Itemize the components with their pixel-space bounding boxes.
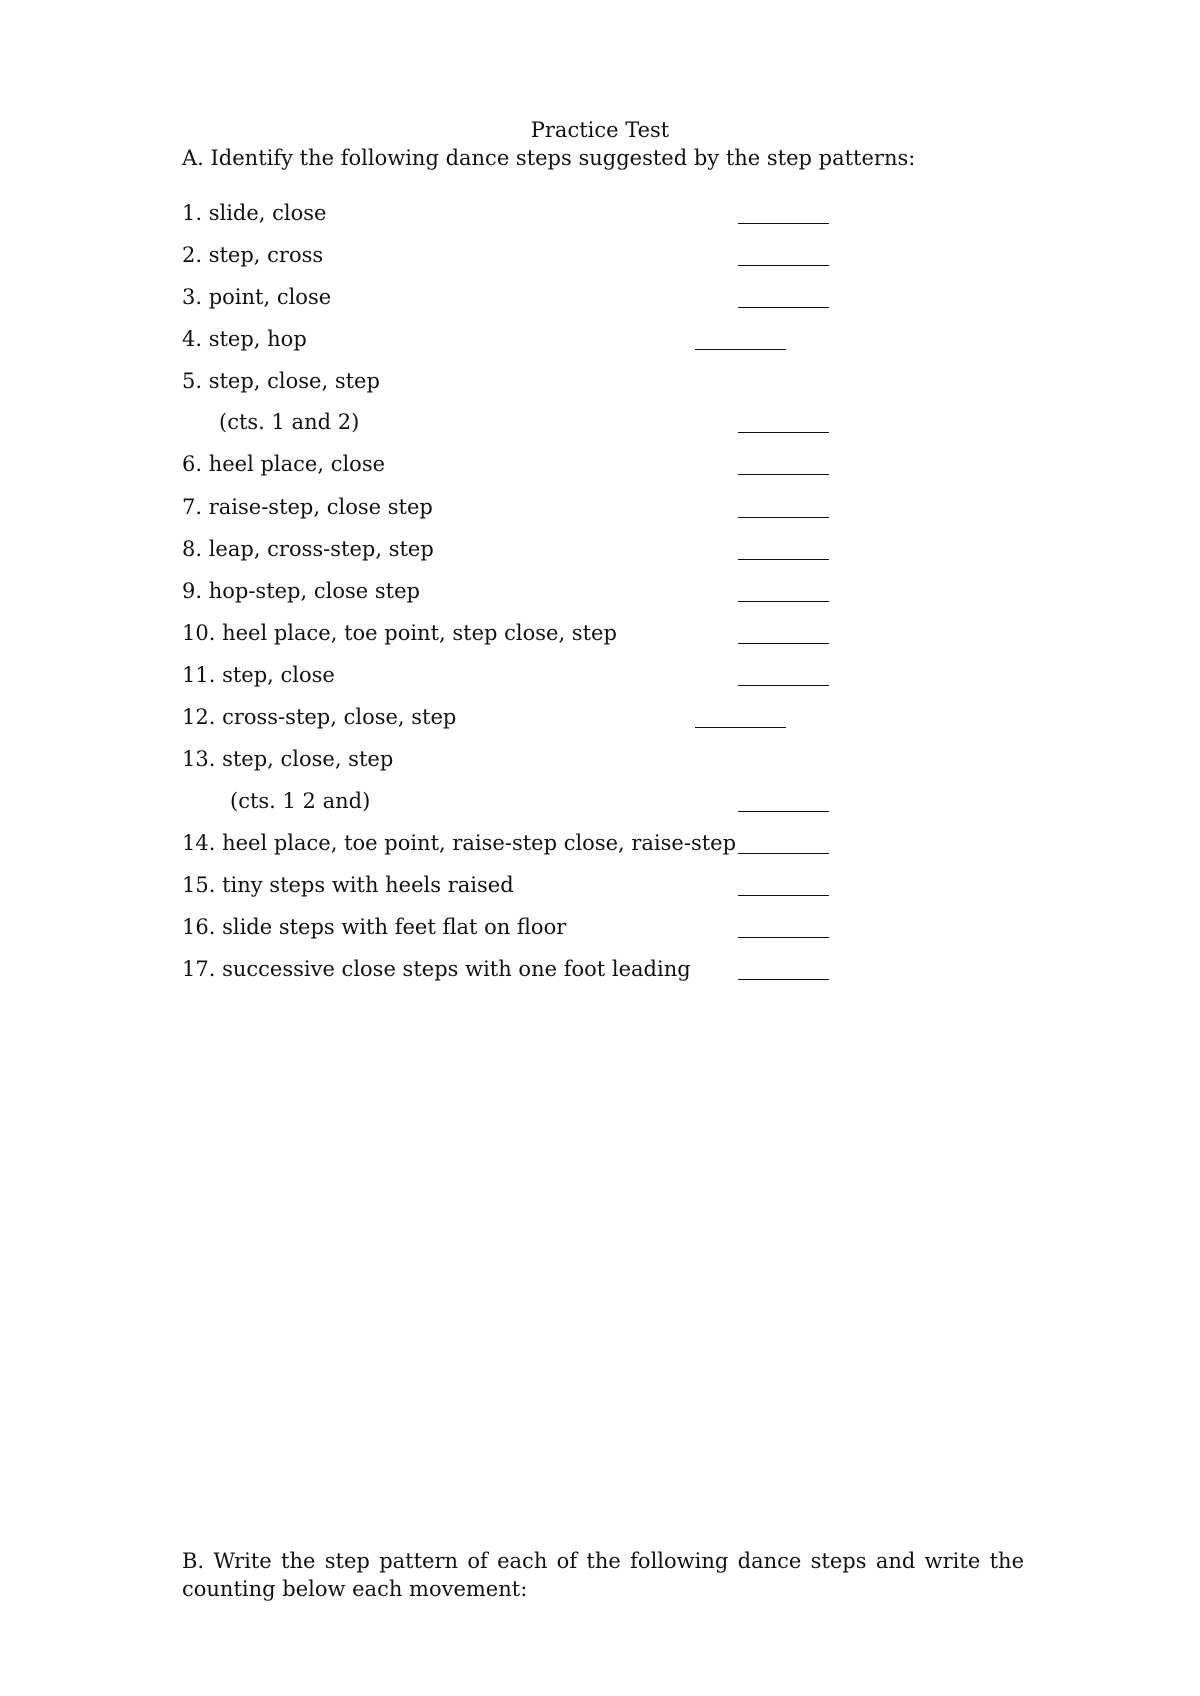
answer-blank[interactable] bbox=[738, 811, 829, 812]
answer-blank[interactable] bbox=[695, 727, 786, 728]
section-b-instructions: B. Write the step pattern of each of the following dance steps and write the counting below each movement: bbox=[182, 1549, 1024, 1601]
list-item: 15. tiny steps with heels raised bbox=[182, 873, 514, 897]
answer-blank[interactable] bbox=[738, 937, 829, 938]
answer-blank[interactable] bbox=[738, 474, 829, 475]
list-item: 3. point, close bbox=[182, 285, 332, 309]
list-item: 8. leap, cross-step, step bbox=[182, 537, 434, 561]
list-item: 16. slide steps with feet flat on floor bbox=[182, 915, 567, 939]
list-item: 14. heel place, toe point, raise-step close, raise-step bbox=[182, 831, 737, 855]
list-item-counts: (cts. 1 and 2) bbox=[219, 410, 360, 434]
answer-blank[interactable] bbox=[738, 979, 829, 980]
answer-blank[interactable] bbox=[738, 517, 829, 518]
list-item: 13. step, close, step bbox=[182, 747, 394, 771]
answer-blank[interactable] bbox=[738, 223, 829, 224]
section-a-instructions: A. Identify the following dance steps suggested by the step patterns: bbox=[182, 146, 916, 170]
answer-blank[interactable] bbox=[738, 643, 829, 644]
list-item: 12. cross-step, close, step bbox=[182, 705, 457, 729]
list-item: 6. heel place, close bbox=[182, 452, 386, 476]
list-item: 17. successive close steps with one foot leading bbox=[182, 957, 691, 981]
list-item: 10. heel place, toe point, step close, step bbox=[182, 621, 617, 645]
answer-blank[interactable] bbox=[695, 349, 786, 350]
list-item: 2. step, cross bbox=[182, 243, 324, 267]
answer-blank[interactable] bbox=[738, 853, 829, 854]
answer-blank[interactable] bbox=[738, 432, 829, 433]
page-title: Practice Test bbox=[530, 118, 670, 142]
answer-blank[interactable] bbox=[738, 685, 829, 686]
answer-blank[interactable] bbox=[738, 559, 829, 560]
answer-blank[interactable] bbox=[738, 307, 829, 308]
answer-blank[interactable] bbox=[738, 601, 829, 602]
answer-blank[interactable] bbox=[738, 265, 829, 266]
list-item-counts: (cts. 1 2 and) bbox=[230, 789, 371, 813]
answer-blank[interactable] bbox=[738, 895, 829, 896]
list-item: 11. step, close bbox=[182, 663, 335, 687]
list-item: 5. step, close, step bbox=[182, 369, 380, 393]
list-item: 9. hop-step, close step bbox=[182, 579, 420, 603]
list-item: 7. raise-step, close step bbox=[182, 495, 433, 519]
list-item: 1. slide, close bbox=[182, 201, 327, 225]
list-item: 4. step, hop bbox=[182, 327, 307, 351]
